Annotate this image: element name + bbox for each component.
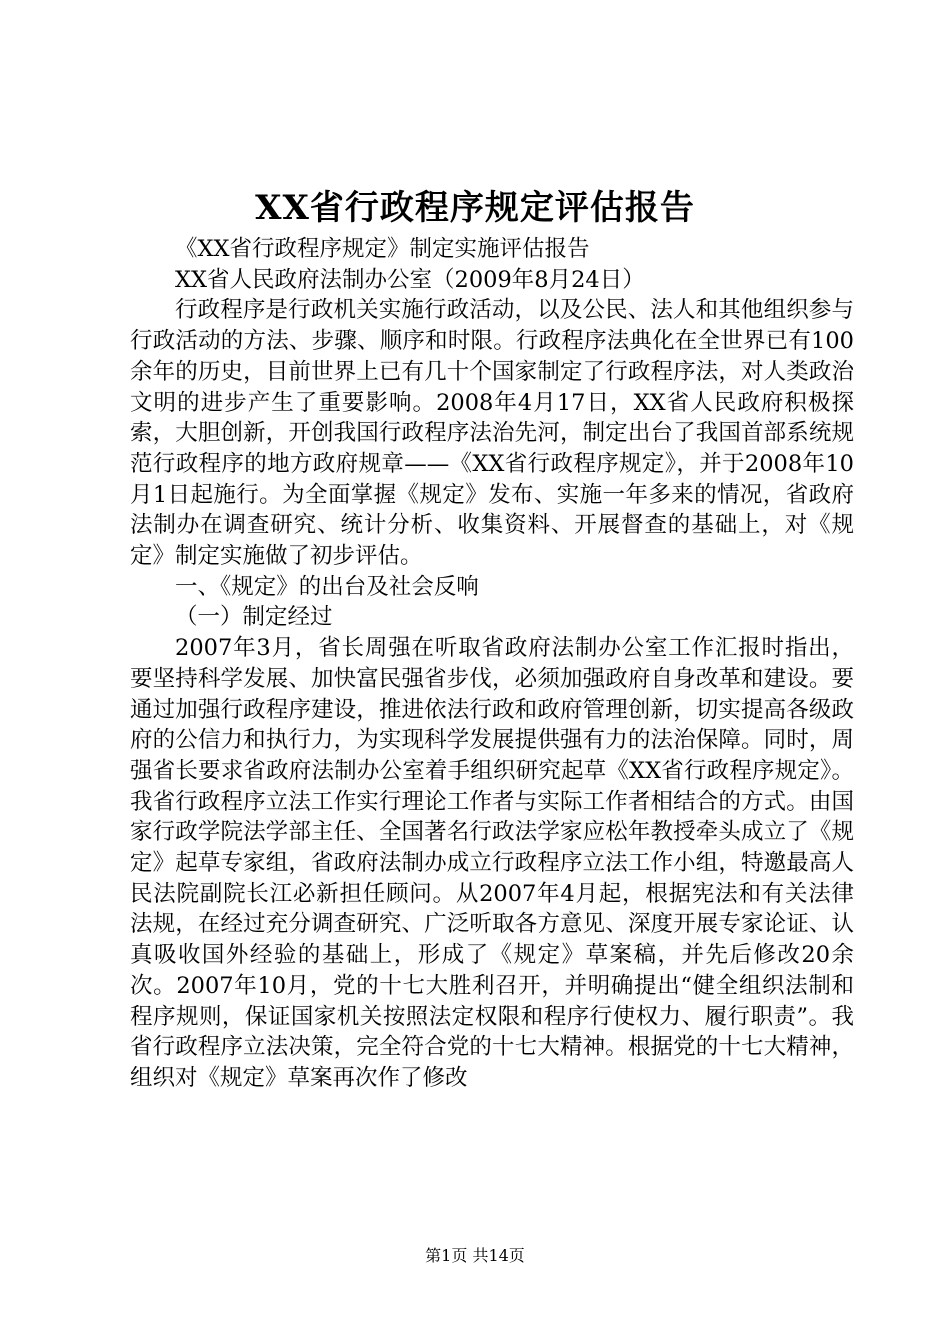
subsection-heading-1: （一）制定经过 bbox=[175, 604, 333, 631]
document-body bbox=[130, 234, 854, 1094]
intro-paragraph: 行政程序是行政机关实施行政活动，以及公民、法人和其他组织参与行政活动的方法、步骤、顺序和时限。行政程序法典化在全世界已有100余年的历史，目前世界上已有几十个国家制定了行政程序法，对人类政治文明的进步产生了重要影响。2008年4月17日，XX省人民政府积极探索，大胆创新，开创我国行政程序法治先河，制定出台了我国首部系统规范行政程序的地方政府规章——《XX省行政程序规定》，并于2008年10月1日起施行。为全面掌握《规定》发布、实施一年多来的情况，省政府法制办在调查研究、统计分析、收集资料、开展督查的基础上，对《规定》制定实施做了初步评估。 bbox=[130, 297, 854, 570]
section-heading-1: 一、《规定》的出台及社会反响 bbox=[175, 573, 479, 600]
report-issuer-date: XX省人民政府法制办公室（2009年8月24日） bbox=[175, 266, 645, 293]
drafting-process-paragraph: 2007年3月，省长周强在听取省政府法制办公室工作汇报时指出，要坚持科学发展、加快富民强省步伐，必须加强政府自身改革和建设。要通过加强行政程序建设，推进依法行政和政府管理创新，切实提高各级政府的公信力和执行力，为实现科学发展提供强有力的法治保障。同时，周强省长要求省政府法制办公室着手组织研究起草《XX省行政程序规定》。我省行政程序立法工作实行理论工作者与实际工作者相结合的方式。由国家行政学院法学部主任、全国著名行政法学家应松年教授牵头成立了《规定》起草专家组，省政府法制办成立行政程序立法工作小组，特邀最高人民法院副院长江必新担任顾问。从2007年4月起，根据宪法和有关法律法规，在经过充分调查研究、广泛听取各方意见、深度开展专家论证、认真吸收国外经验的基础上，形成了《规定》草案稿，并先后修改20余次。2007年10月，党的十七大胜利召开，并明确提出“健全组织法制和程序规则，保证国家机关按照法定权限和程序行使权力、履行职责”。我省行政程序立法决策，完全符合党的十七大精神。根据党的十七大精神，组织对《规定》草案再次作了修改 bbox=[130, 635, 854, 1091]
report-subtitle: 《XX省行政程序规定》制定实施评估报告 bbox=[175, 236, 590, 262]
document-title: XX省行政程序规定评估报告 bbox=[255, 188, 695, 228]
page-number-footer: 第1页 共14页 bbox=[425, 1246, 525, 1265]
